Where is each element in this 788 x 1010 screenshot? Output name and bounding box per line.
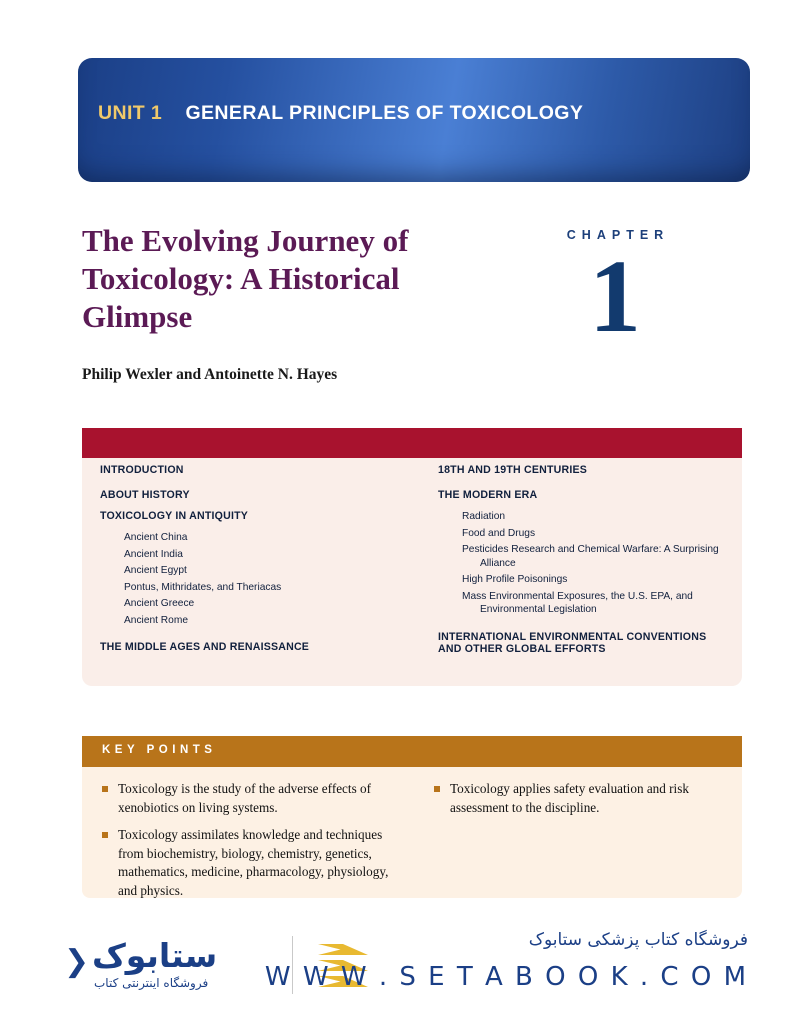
outline-subitem: High Profile Poisonings [462, 574, 568, 585]
key-point-item: Toxicology applies safety evaluation and risk assessment to the discipline. [434, 780, 724, 817]
outline-header-bar [82, 428, 742, 458]
footer-watermark [0, 918, 788, 1010]
key-point-item: Toxicology is the study of the adverse effects of xenobiotics on living systems. [102, 780, 394, 817]
key-points-header-bar [82, 736, 742, 767]
store-brand-subtitle: فروشگاه اینترنتی کتاب [94, 976, 209, 990]
outline-subitem: Radiation [462, 511, 506, 522]
outline-heading: 18TH AND 19TH CENTURIES [438, 464, 588, 476]
outline-heading: INTRODUCTION [100, 464, 184, 476]
chapter-word: CHAPTER [566, 228, 670, 242]
unit-banner [78, 58, 750, 182]
unit-label: UNIT 1 [98, 102, 163, 124]
outline-heading: ABOUT HISTORY [100, 489, 190, 501]
outline-subitem: Pesticides Research and Chemical Warfare: A Surprising Alliance [438, 543, 726, 570]
chevron-left-icon: ❮ [64, 944, 90, 979]
outline-subitem: Ancient China [124, 532, 188, 543]
key-points-box [82, 736, 742, 898]
outline-spacer [438, 620, 726, 631]
outline-heading: THE MIDDLE AGES AND RENAISSANCE [100, 641, 310, 653]
outline-subitem: Ancient Egypt [124, 565, 187, 576]
outline-spacer [100, 630, 396, 641]
unit-banner-text [98, 102, 732, 125]
store-tagline: فروشگاه کتاب پزشکی ستابوک [528, 930, 748, 950]
outline-subitem: Ancient Greece [124, 598, 195, 609]
page-title: The Evolving Journey of Toxicology: A Historical Glimpse [82, 223, 409, 334]
outline-subitem: Ancient India [124, 548, 183, 560]
key-points-columns [82, 780, 742, 898]
key-point-item: Toxicology assimilates knowledge and techniques from biochemistry, biology, chemistry, genetics, mathematics, medicine, pharmacology, physiology, and physics. [102, 826, 394, 898]
outline-subitem-continuation: Environmental Legislation [480, 604, 597, 615]
outline-heading: THE MODERN ERA [438, 489, 538, 501]
outline-subitem-continuation: Alliance [480, 557, 516, 569]
store-url: W W W . S E T A B O O K . C O M [264, 962, 748, 992]
outline-subitem: Food and Drugs [462, 527, 536, 539]
key-points-column-right [412, 780, 742, 898]
outline-column-left [82, 464, 412, 668]
outline-column-right [412, 464, 742, 668]
unit-title: GENERAL PRINCIPLES OF TOXICOLOGY [185, 102, 584, 124]
outline-subitem: Mass Environmental Exposures, the U.S. EPA, and Environmental Legislation [438, 590, 726, 617]
chapter-number: 1 [589, 239, 641, 354]
outline-subitem: Pontus, Mithridates, and Theriacas [124, 581, 282, 593]
key-points-heading: KEY POINTS [102, 744, 217, 756]
outline-columns [82, 464, 742, 668]
outline-heading: INTERNATIONAL ENVIRONMENTAL CONVENTIONS AND OTHER GLOBAL EFFORTS [438, 630, 707, 655]
store-logo [58, 932, 278, 1000]
store-brand-name: ستابوک [92, 936, 218, 975]
chapter-outline [82, 428, 742, 686]
outline-subitem: Ancient Rome [124, 614, 188, 626]
authors: Philip Wexler and Antoinette N. Hayes [82, 366, 338, 383]
outline-heading: TOXICOLOGY IN ANTIQUITY [100, 510, 249, 522]
key-points-column-left [82, 780, 412, 898]
